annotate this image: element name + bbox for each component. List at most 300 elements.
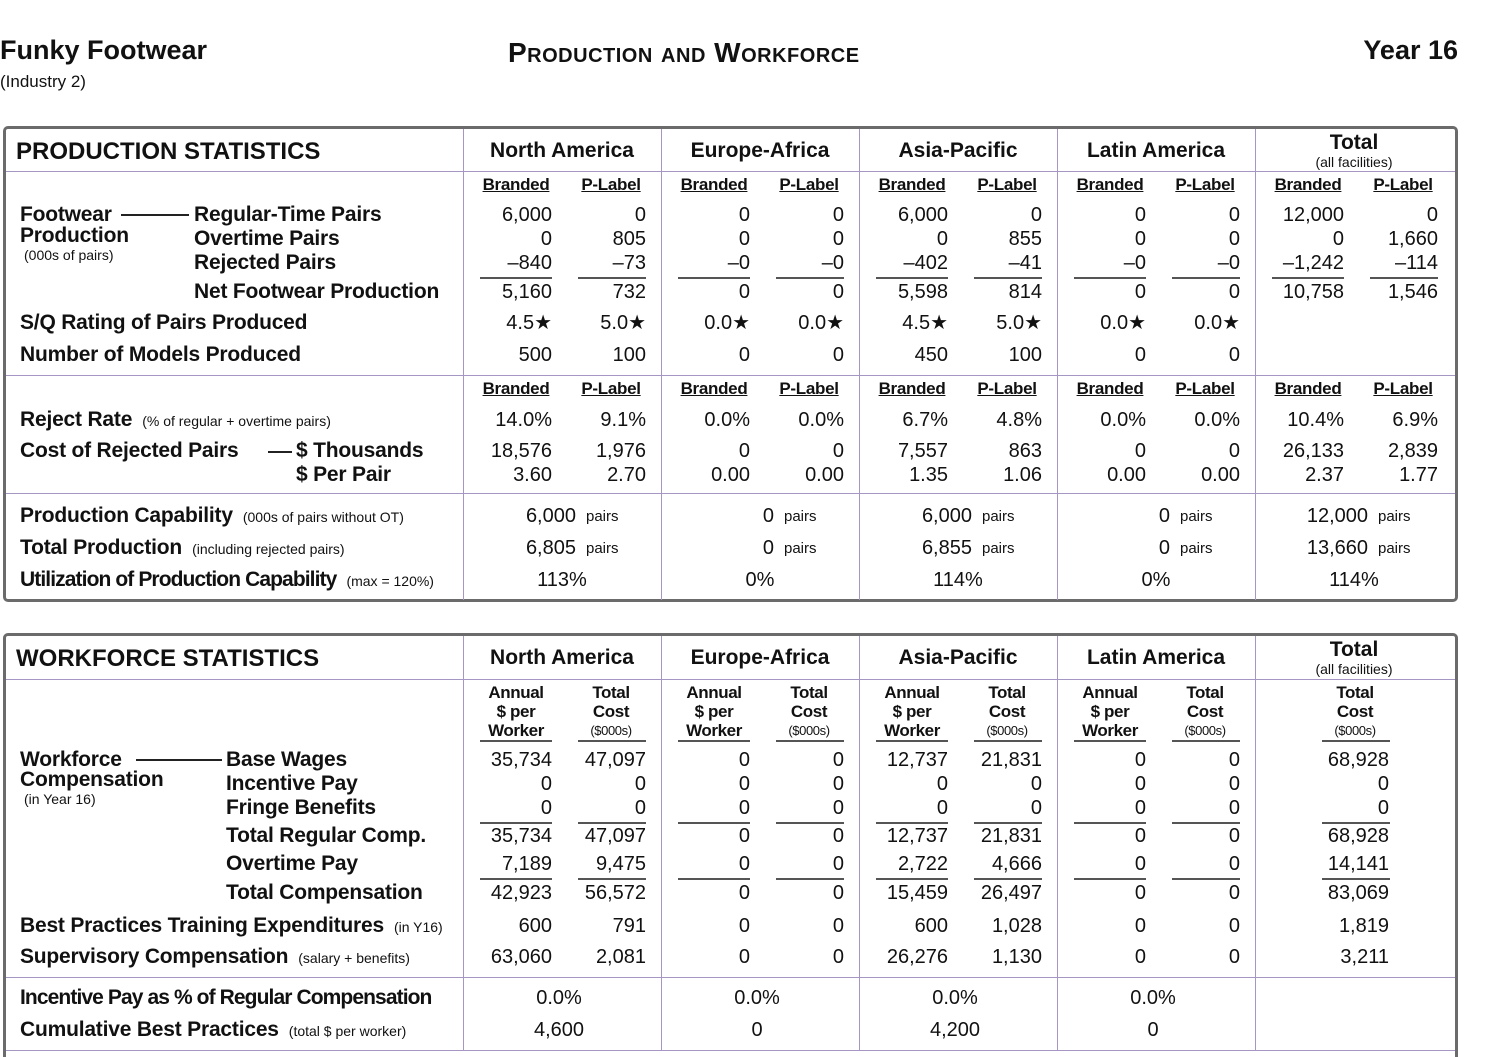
cell-total-cost: 0 [1030,773,1042,795]
column-header-total-cost [571,683,651,740]
thousands-label: $ Thousands [296,439,424,462]
cell-value: 0.0% [734,987,780,1009]
row-label: Net Footwear Production [194,280,440,303]
cell-branded: 0 [1134,440,1146,462]
column-header-annual [674,683,754,740]
unit-label: pairs [586,508,619,525]
cell-branded: 0 [738,204,750,226]
cell-branded: 26,133 [1282,440,1344,462]
header-line: ($000s) [1184,723,1226,738]
sum-underline [678,277,750,279]
best-practices-label [20,914,443,939]
unit-label: pairs [1180,508,1213,525]
cell-plabel: 0.00 [805,464,844,486]
column-header-total-cost [1165,683,1245,740]
cell-per-worker: 600 [518,915,552,937]
cell-branded: –1,242 [1282,252,1344,274]
cell-value: 0 [762,505,774,527]
cell-per-worker: 0 [738,749,750,771]
cell-branded: 0 [1134,344,1146,366]
cell-total-cost: 47,097 [584,749,646,771]
cell-value: 0% [1141,569,1171,591]
connector-line [136,759,222,761]
cell-total-cost: 68,928 [1327,825,1389,847]
cell-branded: 0 [738,440,750,462]
group-note: (in Year 16) [24,791,96,807]
cell-value: 0 [1158,537,1170,559]
column-header-branded: Branded [1274,379,1342,398]
cell-total-cost: 0 [1377,773,1389,795]
cell-plabel: 1,660 [1387,228,1438,250]
sum-underline [1172,277,1240,279]
cell-branded: 0.0% [704,409,750,431]
sum-underline [1074,878,1146,880]
cell-per-worker: 63,060 [490,946,552,968]
region-header: Europe-Africa [690,139,830,162]
sum-underline [1272,277,1344,279]
row-label: Incentive Pay as % of Regular Compensation [20,986,432,1009]
cell-total-cost: 0 [832,915,844,937]
cell-branded: 0.00 [1107,464,1146,486]
cell-total-cost: 0 [1228,797,1240,819]
header-line: Worker [488,721,544,740]
cell-per-worker: 600 [914,915,948,937]
cell-plabel: 0 [832,228,844,250]
supervisory-label [20,945,410,970]
row-note: (max = 120%) [346,573,434,589]
sum-underline [480,740,552,742]
cell-total-cost: 9,475 [595,853,646,875]
cell-plabel: 0.0% [1194,409,1240,431]
header-line: Cost [988,702,1026,721]
cell-plabel: 814 [1008,281,1042,303]
unit-label: pairs [1378,540,1411,557]
cell-total-cost: 0 [1228,773,1240,795]
region-header: North America [490,646,634,669]
cell-plabel: 0 [1030,204,1042,226]
cell-total-cost: 0 [832,853,844,875]
cell-value: 114% [1329,569,1379,591]
cell-value: 0 [1158,505,1170,527]
cell-total-cost: 0 [832,773,844,795]
divider [6,375,1455,376]
cell-branded: 0 [1134,228,1146,250]
cell-per-worker: 0 [1134,853,1146,875]
cell-total-cost: 0 [832,749,844,771]
cell-total-cost: 0 [634,797,646,819]
cell-total-cost: 0 [1377,797,1389,819]
cell-branded: 6,000 [501,204,552,226]
cell-branded: 14.0% [495,409,552,431]
sum-underline [776,277,844,279]
cell-branded: 6,000 [897,204,948,226]
header-line: Total [1186,683,1224,702]
row-label: Cumulative Best Practices [20,1018,279,1041]
cell-per-worker: 0 [738,882,750,904]
column-header-plabel: P-Label [1373,379,1433,398]
year-label: Year 16 [1363,35,1458,65]
cell-branded: 0.0★ [1100,312,1146,334]
header-line: Worker [884,721,940,740]
cell-per-worker: 15,459 [886,882,948,904]
workforce-section-title: WORKFORCE STATISTICS [16,645,320,672]
cell-total-cost: 791 [612,915,646,937]
cell-plabel: 5.0★ [600,312,646,334]
divider [6,171,1455,172]
divider [6,493,1455,494]
cell-total-cost: 0 [1228,882,1240,904]
sum-underline [1322,878,1390,880]
column-header-branded: Branded [878,379,946,398]
unit-label: pairs [784,508,817,525]
column-header-annual [476,683,556,740]
row-label: Overtime Pairs [194,227,340,250]
group-label: Production [20,224,129,247]
sum-underline [1074,740,1146,742]
cell-per-worker: 0 [1134,797,1146,819]
cell-value: 6,000 [525,505,576,527]
header-line: $ per [694,702,734,721]
column-header-plabel: P-Label [977,379,1037,398]
cell-plabel: 732 [612,281,646,303]
sum-underline [480,878,552,880]
cell-plabel: 0 [832,204,844,226]
production-section-title: PRODUCTION STATISTICS [16,138,321,165]
cell-total-cost: 3,211 [1340,946,1389,968]
row-label: Supervisory Compensation [20,945,289,968]
cell-branded: 0 [1332,228,1344,250]
cell-per-worker: 2,722 [897,853,948,875]
header-line: Total [988,683,1026,702]
page-title: Production and Workforce [508,37,860,68]
cell-total-cost: 14,141 [1327,853,1389,875]
row-label: Total Regular Comp. [226,824,426,847]
cell-value: 114% [933,569,983,591]
unit-label: pairs [982,540,1015,557]
sum-underline [578,277,646,279]
capability-label [20,504,404,529]
company-name: Funky Footwear [0,35,208,65]
cell-per-worker: 0 [540,797,552,819]
header-line: Cost [790,702,828,721]
header-line: Cost [1336,702,1374,721]
cell-plabel: 1,546 [1387,281,1438,303]
cell-per-worker: 0 [1134,773,1146,795]
column-header-total-cost [1315,683,1395,740]
sum-underline [876,277,948,279]
cell-branded: 10.4% [1287,409,1344,431]
divider [6,1050,1455,1051]
cell-per-worker: 0 [738,773,750,795]
cell-per-worker: 35,734 [490,825,552,847]
sum-underline [776,878,844,880]
sum-underline [876,878,948,880]
cell-value: 12,000 [1306,505,1368,527]
region-header: Latin America [1086,646,1226,669]
cell-plabel: 1.77 [1399,464,1438,486]
cell-per-worker: 7,189 [501,853,552,875]
unit-label: pairs [982,508,1015,525]
cell-plabel: 4.8% [996,409,1042,431]
row-label: Total Production [20,536,183,559]
cell-branded: 5,160 [501,281,552,303]
cell-value: 0.0% [932,987,978,1009]
cell-per-worker: 0 [1134,882,1146,904]
column-header-branded: Branded [878,175,946,194]
cell-plabel: 2.70 [607,464,646,486]
header-line: Total [592,683,630,702]
cell-total-cost: 0 [1228,825,1240,847]
row-label: Regular-Time Pairs [194,203,382,226]
cell-per-worker: 0 [738,915,750,937]
cell-branded: 0 [936,228,948,250]
cell-value: 0 [751,1019,763,1041]
cell-branded: –840 [507,252,552,274]
cell-value: 6,855 [921,537,972,559]
cell-value: 13,660 [1306,537,1368,559]
sum-underline [1370,277,1438,279]
cell-per-worker: 0 [936,773,948,795]
header-line: ($000s) [1334,723,1376,738]
cell-plabel: 0 [1228,204,1240,226]
cell-plabel: 100 [1008,344,1042,366]
sum-underline [1074,277,1146,279]
column-header-plabel: P-Label [581,379,641,398]
sum-underline [974,878,1042,880]
cell-plabel: 0 [634,204,646,226]
cell-plabel: 5.0★ [996,312,1042,334]
unit-label: pairs [1378,508,1411,525]
region-header: Asia-Pacific [898,646,1018,669]
cell-plabel: 805 [612,228,646,250]
header-line: Total [790,683,828,702]
cell-branded: 500 [518,344,552,366]
cell-plabel: 1.06 [1003,464,1042,486]
cell-per-worker: 0 [738,853,750,875]
cell-per-worker: 12,737 [886,825,948,847]
cell-branded: 0 [1134,281,1146,303]
cell-value: 0% [745,569,775,591]
cell-plabel: –0 [821,252,844,274]
cell-branded: 4.5★ [506,312,552,334]
cell-branded: 6.7% [902,409,948,431]
cell-per-worker: 0 [738,797,750,819]
sum-underline [974,277,1042,279]
cell-plabel: 1,976 [595,440,646,462]
header-line: $ per [496,702,536,721]
cell-per-worker: 0 [738,946,750,968]
cell-per-worker: 0 [1134,749,1146,771]
group-label: Footwear [20,203,112,226]
header-line: Total [1336,683,1374,702]
cell-branded: 18,576 [490,440,552,462]
unit-label: pairs [784,540,817,557]
column-header-total-cost [967,683,1047,740]
cell-value: 6,000 [921,505,972,527]
row-label: S/Q Rating of Pairs Produced [20,311,308,334]
column-header-plabel: P-Label [581,175,641,194]
cell-total-cost: 26,497 [980,882,1042,904]
sum-underline [776,740,844,742]
cell-plabel: –0 [1217,252,1240,274]
cell-branded: 0.0% [1100,409,1146,431]
cell-plabel: 0.00 [1201,464,1240,486]
header-line: Worker [1082,721,1138,740]
cell-per-worker: 0 [936,797,948,819]
sum-underline [1322,740,1390,742]
region-header: Latin America [1086,139,1226,162]
cell-branded: 2.37 [1305,464,1344,486]
region-header-total: Total [1329,638,1379,661]
column-header-plabel: P-Label [977,175,1037,194]
column-header-plabel: P-Label [779,175,839,194]
cell-branded: 450 [914,344,948,366]
cell-per-worker: 12,737 [886,749,948,771]
column-header-total-cost [769,683,849,740]
group-label: Compensation [20,768,164,791]
total-note: (all facilities) [1315,154,1393,170]
reject-rate-label [20,408,331,433]
cell-per-worker: 26,276 [886,946,948,968]
cell-per-worker: 0 [1134,915,1146,937]
sum-underline [678,740,750,742]
row-note: (salary + benefits) [298,950,410,966]
cell-plabel: 0 [1228,281,1240,303]
region-header-total: Total [1329,131,1379,154]
sum-underline [678,878,750,880]
cell-branded: 4.5★ [902,312,948,334]
cell-plabel: 0 [832,440,844,462]
cell-plabel: –41 [1008,252,1042,274]
cell-value: 4,200 [929,1019,981,1041]
cell-plabel: 0 [1228,228,1240,250]
divider [6,679,1455,680]
region-header: North America [490,139,634,162]
header-line: $ per [892,702,932,721]
header-line: Annual [1082,683,1138,702]
cell-plabel: 0.0★ [798,312,844,334]
cell-total-cost: 0 [832,946,844,968]
cell-total-cost: 56,572 [584,882,646,904]
cell-plabel: 0 [832,281,844,303]
region-header: Asia-Pacific [898,139,1018,162]
cell-per-worker: 0 [738,825,750,847]
row-label: Fringe Benefits [226,796,376,819]
column-header-annual [872,683,952,740]
row-label: Utilization of Production Capability [20,568,337,591]
header-line: Cost [1186,702,1224,721]
cell-plabel: 863 [1008,440,1042,462]
row-label: Overtime Pay [226,852,358,875]
column-header-plabel: P-Label [779,379,839,398]
cell-total-cost: 1,130 [991,946,1042,968]
cell-value: 0.0% [536,987,582,1009]
cell-plabel: 0 [1228,440,1240,462]
utilization-label [20,568,434,593]
header-line: Annual [488,683,544,702]
cell-branded: 0 [1134,204,1146,226]
cell-branded: 0 [540,228,552,250]
cell-branded: –0 [1123,252,1146,274]
row-label: Best Practices Training Expenditures [20,914,384,937]
cell-plabel: 6.9% [1392,409,1438,431]
cell-branded: 0 [738,228,750,250]
column-header-plabel: P-Label [1373,175,1433,194]
cell-plabel: –73 [612,252,646,274]
cell-total-cost: 0 [832,797,844,819]
column-header-branded: Branded [680,379,748,398]
header-line: Worker [686,721,742,740]
row-note: (including rejected pairs) [192,541,345,557]
cell-total-cost: 68,928 [1327,749,1389,771]
cell-plabel: 0.0% [798,409,844,431]
header-line: Annual [884,683,940,702]
cell-plabel: 0 [832,344,844,366]
cell-total-cost: 0 [1030,797,1042,819]
cell-value: 0 [1147,1019,1159,1041]
row-label: Base Wages [226,748,347,771]
row-note: (in Y16) [393,919,443,935]
cell-total-cost: 4,666 [991,853,1042,875]
cell-total-cost: 0 [1228,946,1240,968]
column-header-branded: Branded [482,175,550,194]
row-label: Incentive Pay [226,772,358,795]
cell-branded: 3.60 [513,464,552,486]
cell-total-cost: 1,028 [991,915,1042,937]
cell-plabel: –114 [1394,252,1438,274]
header-line: Annual [686,683,742,702]
cell-plabel: 9.1% [600,409,646,431]
column-header-branded: Branded [680,175,748,194]
cell-total-cost: 47,097 [584,825,646,847]
cell-total-cost: 21,831 [980,749,1042,771]
cell-branded: 10,758 [1282,281,1344,303]
industry-label: (Industry 2) [0,72,86,91]
cell-branded: –402 [903,252,948,274]
cell-branded: 12,000 [1282,204,1344,226]
cell-branded: 1.35 [909,464,948,486]
header-line: ($000s) [986,723,1028,738]
sum-underline [578,878,646,880]
cell-total-cost: 0 [1228,853,1240,875]
cell-total-cost: 83,069 [1327,882,1389,904]
cell-total-cost: 0 [634,773,646,795]
cumulative-bp-label [20,1018,406,1043]
group-label: Workforce [20,748,122,771]
cell-total-cost: 0 [1228,915,1240,937]
column-header-branded: Branded [482,379,550,398]
cell-plabel: 0 [1228,344,1240,366]
row-note: (% of regular + overtime pairs) [142,413,331,429]
row-label: Total Compensation [226,881,423,904]
cost-rejected-label: Cost of Rejected Pairs [20,439,239,462]
divider [6,977,1455,978]
group-note: (000s of pairs) [24,247,114,263]
cell-plabel: 2,839 [1387,440,1438,462]
unit-label: pairs [1180,540,1213,557]
cell-per-worker: 42,923 [490,882,552,904]
sum-underline [974,740,1042,742]
region-header: Europe-Africa [690,646,830,669]
row-label: Rejected Pairs [194,251,336,274]
unit-label: pairs [586,540,619,557]
column-header-plabel: P-Label [1175,175,1235,194]
cell-branded: 0 [738,344,750,366]
cell-total-cost: 0 [1228,749,1240,771]
cell-branded: 0.0★ [704,312,750,334]
column-header-branded: Branded [1274,175,1342,194]
column-header-branded: Branded [1076,175,1144,194]
